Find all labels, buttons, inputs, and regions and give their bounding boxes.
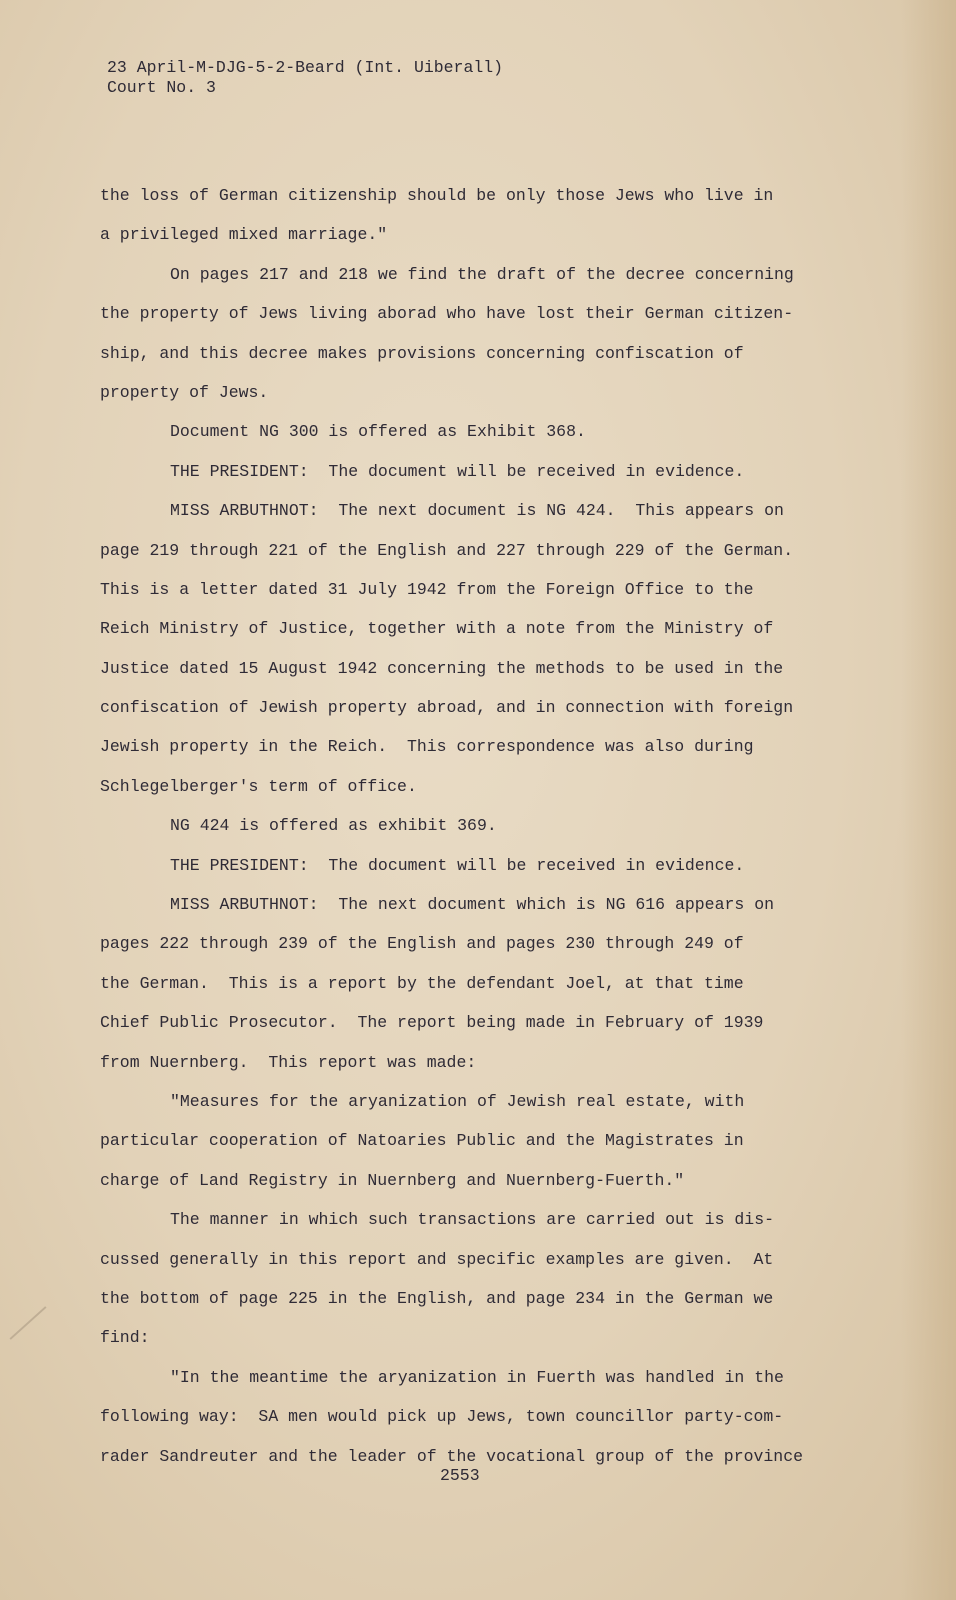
text-line: the loss of German citizenship should be only those Jews who live in: [100, 186, 774, 205]
text-line: Chief Public Prosecutor. The report being made in February of 1939: [100, 1013, 764, 1033]
text-line: THE PRESIDENT: The document will be received in evidence.: [170, 461, 745, 481]
text-line: ship, and this decree makes provisions concerning confiscation of: [100, 343, 744, 363]
page-number: 2553: [440, 1466, 480, 1485]
text-line: "In the meantime the aryanization in Fuerth was handled in the: [170, 1367, 784, 1387]
text-line: This is a letter dated 31 July 1942 from the Foreign Office to the: [100, 579, 754, 599]
text-line: MISS ARBUTHNOT: The next document which is NG 616 appears on: [170, 895, 774, 915]
text-line: from Nuernberg. This report was made:: [100, 1052, 477, 1072]
text-line: The manner in which such transactions are carried out is dis-: [170, 1210, 774, 1230]
text-line: confiscation of Jewish property abroad, and in connection with foreign: [100, 698, 794, 718]
text-line: On pages 217 and 218 we find the draft of the decree concerning: [170, 264, 794, 284]
text-line: following way: SA men would pick up Jews, town councillor party-com-: [100, 1407, 784, 1427]
text-line: the property of Jews living aborad who have lost their German citizen-: [100, 304, 794, 324]
text-line: property of Jews.: [100, 382, 269, 402]
header-court-line: Court No. 3: [107, 78, 216, 97]
page-edge-shading: [901, 0, 956, 1600]
text-line: MISS ARBUTHNOT: The next document is NG 424. This appears on: [170, 501, 784, 521]
text-line: the bottom of page 225 in the English, and page 234 in the German we: [100, 1288, 774, 1308]
text-line: Justice dated 15 August 1942 concerning the methods to be used in the: [100, 658, 784, 678]
text-line: find:: [100, 1328, 150, 1348]
text-line: charge of Land Registry in Nuernberg and Nuernberg-Fuerth.": [100, 1170, 685, 1190]
document-header: [107, 58, 503, 98]
text-line: Document NG 300 is offered as Exhibit 368.: [170, 422, 586, 442]
text-line: Reich Ministry of Justice, together with a note from the Ministry of: [100, 619, 774, 639]
text-line: Schlegelberger's term of office.: [100, 776, 417, 796]
text-line: rader Sandreuter and the leader of the vocational group of the province: [100, 1446, 804, 1466]
text-line: a privileged mixed marriage.": [100, 225, 388, 245]
text-line: page 219 through 221 of the English and 227 through 229 of the German.: [100, 540, 794, 560]
text-line: THE PRESIDENT: The document will be received in evidence.: [170, 855, 745, 875]
text-line: NG 424 is offered as exhibit 369.: [170, 816, 497, 836]
document-body: [100, 176, 830, 1476]
text-line: pages 222 through 239 of the English and pages 230 through 249 of: [100, 934, 744, 954]
text-line: the German. This is a report by the defendant Joel, at that time: [100, 973, 744, 993]
text-line: particular cooperation of Natoaries Public and the Magistrates in: [100, 1131, 744, 1151]
text-line: Jewish property in the Reich. This correspondence was also during: [100, 737, 754, 757]
header-reference-line: 23 April-M-DJG-5-2-Beard (Int. Uiberall): [107, 58, 504, 77]
text-line: "Measures for the aryanization of Jewish real estate, with: [170, 1091, 745, 1111]
text-line: cussed generally in this report and specific examples are given. At: [100, 1249, 774, 1269]
paper-crease-mark: [9, 1306, 46, 1340]
